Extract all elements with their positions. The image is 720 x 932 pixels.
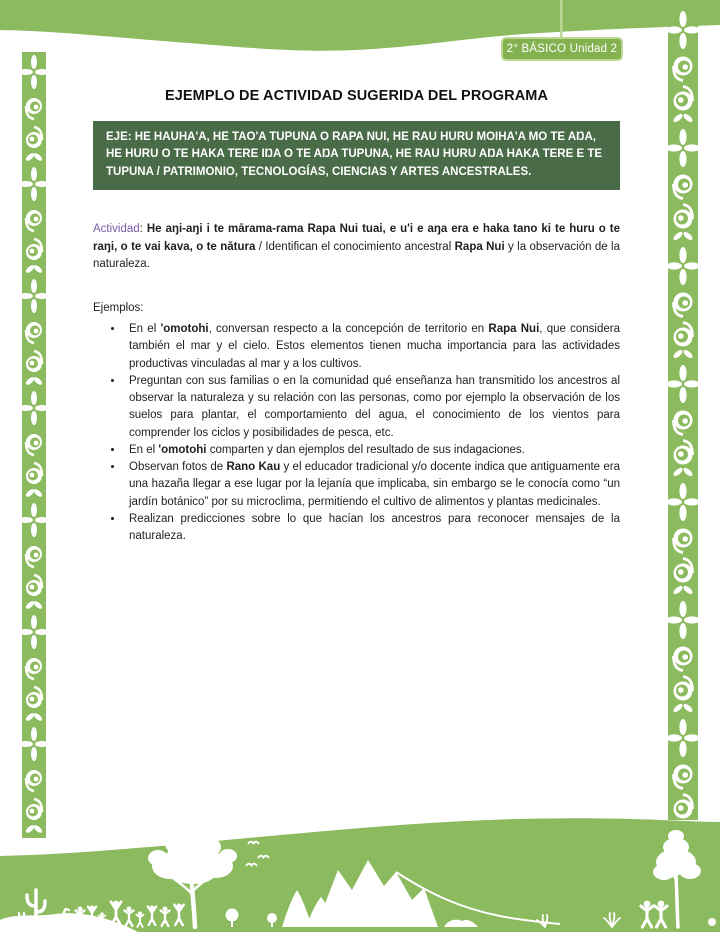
list-item xyxy=(124,321,620,373)
text-segment: En el xyxy=(129,443,159,456)
unit-badge-label: 2° BÁSICO Unidad 2 xyxy=(506,43,618,55)
ejemplos-heading: Ejemplos: xyxy=(93,302,144,315)
text-segment: y el educador tradicional y/o docente indica que antiguamente era una hazaña llegar a ese lugar por la lejanía que implicaba, sin embargo se le conocía como “un jardín botánico” por su microclima, permitiendo el cultivo de alimentos y plantas medicinales. xyxy=(129,461,620,508)
content-column xyxy=(93,88,620,545)
page-title: EJEMPLO DE ACTIVIDAD SUGERIDA DEL PROGRAMA xyxy=(164,88,549,104)
text-segment: comparten y dan ejemplos del resultado de sus indagaciones. xyxy=(206,443,525,456)
text-segment: Actividad xyxy=(93,223,140,236)
text-segment: 'omotohi xyxy=(158,443,207,456)
text-segment: Realizan predicciones sobre lo que hacían los ancestros para reconocer mensajes de la naturaleza. xyxy=(129,512,620,543)
text-segment: Rano Kau xyxy=(226,461,281,474)
eje-text: EJE: HE HAUHA'A, HE TAO'A TUPUNA O RAPA NUI, HE RAU HURU MOIHA'A MO TE AŊA, HE HURU O TE HAKA TERE IŊA O TE AŊA TUPUNA, HE RAU HURU AŊA HAKA TERE E TE TUPUNA / PATRIMONIO, TECNOLOGÍAS, CIENCIAS Y ARTES ANCESTRALES. xyxy=(106,131,603,178)
text-segment: y la observación de la naturaleza. xyxy=(93,240,621,270)
bottom-landscape-illustration xyxy=(0,814,720,932)
text-segment: Identifican el conocimiento ancestral xyxy=(265,240,455,253)
koru-border-right xyxy=(668,8,698,820)
list-item xyxy=(124,511,620,546)
text-segment: : xyxy=(139,223,147,236)
text-segment: , que considera también el mar y el cielo. Estos elementos tienen mucha importancia para las actividades productivas vinculadas al mar y a los cultivos. xyxy=(129,323,621,370)
ejemplos-list xyxy=(93,321,620,545)
actividad-paragraph xyxy=(93,221,620,273)
koru-border-left xyxy=(22,52,46,838)
unit-badge xyxy=(501,37,623,61)
list-item xyxy=(124,459,620,511)
text-segment: En el xyxy=(129,323,161,336)
list-item xyxy=(124,442,620,459)
text-segment: Observan fotos de xyxy=(129,461,227,474)
eje-box xyxy=(93,121,620,190)
text-segment: 'omotohi xyxy=(160,323,209,336)
text-segment: / xyxy=(255,240,266,253)
list-item xyxy=(124,373,620,442)
text-segment: Rapa Nui xyxy=(488,323,540,336)
text-segment: He aŋi-aŋi i te mārama-rama Rapa Nui tuai, e u'i e aŋa era e haka tano ki te huru o te raŋi, o te vai kava, o te nātura xyxy=(93,223,621,253)
text-segment: Rapa Nui xyxy=(454,240,505,253)
text-segment: Preguntan con sus familias o en la comunidad qué enseñanza han transmitido los ancestros al observar la naturaleza y su relación con las personas, como por ejemplo la observación de los suelos para plantar, el comportamiento del agua, el conocimiento de los vientos para comprender los ciclos y posibilidades de pesca, etc. xyxy=(129,374,620,439)
text-segment: , conversan respecto a la concepción de territorio en xyxy=(208,323,489,336)
